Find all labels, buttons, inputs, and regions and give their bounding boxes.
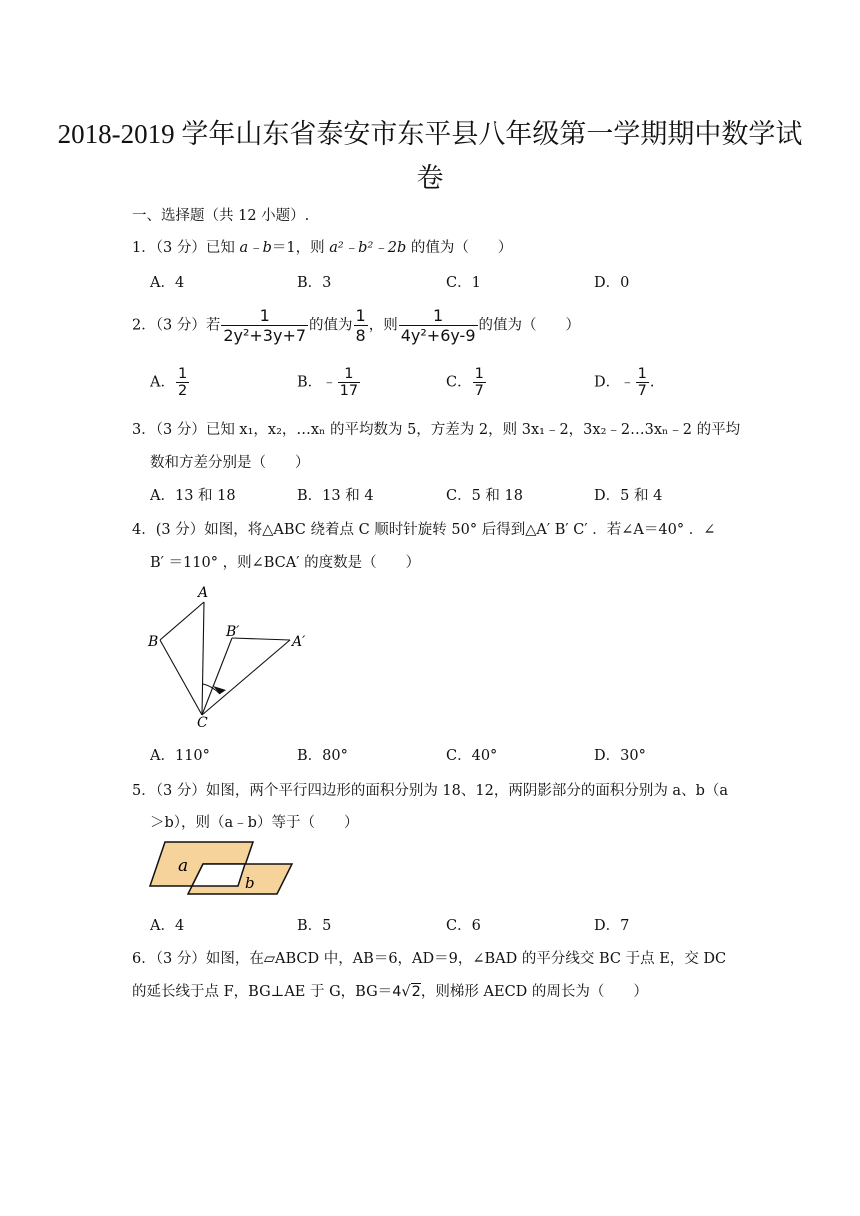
fraction (399, 306, 478, 345)
option-sign: ﹣ (322, 374, 337, 391)
question-number: 1． (132, 240, 156, 256)
fraction-numerator: 1 (177, 366, 188, 382)
question-stem: ＝1，则 (271, 240, 330, 256)
question-3 (132, 418, 740, 439)
q1-option-a: A．4 (150, 275, 185, 291)
fraction-denominator: 7 (637, 383, 647, 399)
question-number: 4． (132, 522, 156, 538)
q3-option-a: A．13 和 18 (150, 488, 236, 504)
q5-option-a: A．4 (150, 918, 185, 934)
question-3-continued: 数和方差分别是（ ） (150, 455, 310, 471)
option-label: D． (594, 374, 621, 391)
q4-option-a: A．110° (150, 748, 210, 764)
question-stem: （3 分）已知 (155, 240, 240, 256)
fraction (636, 366, 649, 399)
question-6-continued (132, 980, 648, 1001)
segment-b-prime-a-prime (232, 638, 290, 640)
q3-option-c: C．5 和 18 (446, 488, 523, 504)
segment-bc (160, 640, 202, 715)
q1-option-c: C．1 (446, 275, 481, 291)
segment-ab (160, 602, 204, 640)
q1-option-b: B．3 (297, 275, 332, 291)
q2-option-c (446, 366, 487, 399)
exam-title-line1: 2018-2019 学年山东省泰安市东平县八年级第一学期期中数学试 (57, 119, 803, 149)
q5-option-d: D．7 (594, 918, 630, 934)
question-stem: （3 分）如图，在▱ABCD 中，AB＝6，AD＝9，∠BAD 的平分线交 BC 于点 E，交 DC (155, 951, 727, 967)
question-stem: ，则梯形 AECD 的周长为（ ） (420, 984, 648, 1000)
segment-a-prime-c (202, 640, 290, 715)
q3-option-b: B．13 和 4 (297, 488, 374, 504)
segment-cb-prime (202, 638, 232, 715)
label-a-prime: A′ (292, 634, 306, 650)
fraction (338, 366, 360, 399)
rotation-triangle-figure (140, 580, 330, 730)
sqrt-radicand: 2 (411, 984, 421, 1000)
question-stem: （3 分）若 (155, 317, 221, 334)
label-b-prime: B′ (226, 624, 240, 640)
question-stem: 的延长线于点 F，BG⊥AE 于 G，BG＝ (132, 984, 393, 1000)
fraction (221, 306, 308, 345)
fraction-denominator: 2y²+3y+7 (223, 326, 307, 345)
expression: a²﹣b²﹣2b (329, 240, 407, 256)
q3-option-d: D．5 和 4 (594, 488, 663, 504)
question-5 (132, 779, 728, 800)
fraction (473, 366, 486, 399)
question-stem: (3 分）如图，将△ABC 绕着点 C 顺时针旋转 50° 后得到△A′ B′ C′ ．若∠A＝40° ．∠ (155, 522, 716, 538)
fraction-numerator: 1 (355, 306, 366, 325)
parallelogram-figure (145, 838, 305, 898)
label-a: A (198, 585, 209, 601)
q2-option-b (297, 366, 361, 399)
section-heading: 一、选择题（共 12 小题）. (132, 208, 310, 224)
q2-option-a (150, 366, 190, 399)
question-6 (132, 947, 726, 968)
question-5-continued: ＞b），则（a﹣b）等于（ ） (150, 815, 359, 831)
question-stem: ，则 (368, 317, 398, 334)
question-1 (132, 236, 512, 257)
option-sign: ﹣ (620, 374, 635, 391)
fraction-denominator: 7 (474, 383, 484, 399)
q4-option-c: C．40° (446, 748, 498, 764)
segment-ac (202, 602, 204, 715)
fraction-numerator: 1 (259, 306, 270, 325)
label-b: B (148, 634, 159, 650)
option-label: B． (297, 374, 323, 391)
sqrt-expression: 4√2 (392, 984, 421, 1000)
q5-option-c: C．6 (446, 918, 481, 934)
question-number: 3． (132, 422, 156, 438)
label-c: C (197, 715, 208, 730)
option-label: A． (150, 374, 175, 391)
question-number: 6． (132, 951, 156, 967)
question-stem: （3 分）如图，两个平行四边形的面积分别为 18、12，两阴影部分的面积分别为 a、b（a (155, 783, 729, 799)
option-label: C． (446, 374, 472, 391)
question-stem: 的值为（ ） (406, 240, 513, 256)
question-stem: 的值为（ ） (478, 317, 581, 334)
question-number: 2． (132, 317, 156, 334)
question-stem: （3 分）已知 x₁，x₂，…xₙ 的平均数为 5，方差为 2，则 3x₁﹣2，3x₂﹣2…3xₙ﹣2 的平均 (155, 422, 741, 438)
question-stem: 的值为 (309, 317, 353, 334)
fraction-denominator: 17 (339, 383, 359, 399)
fraction-denominator: 2 (177, 383, 188, 399)
question-number: 5． (132, 783, 156, 799)
q4-option-d: D．30° (594, 748, 646, 764)
q5-option-b: B．5 (297, 918, 332, 934)
sqrt-coefficient: 4 (392, 984, 402, 1000)
fraction-numerator: 1 (344, 366, 354, 382)
q1-option-d: D．0 (594, 275, 630, 291)
fraction (176, 366, 189, 399)
fraction (354, 306, 368, 345)
fraction-numerator: 1 (433, 306, 444, 325)
question-4-continued: B′ ＝110° ，则∠BCA′ 的度数是（ ） (150, 555, 421, 571)
exam-title-line2: 卷 (416, 163, 444, 193)
expression: a﹣b (239, 240, 272, 256)
fraction-numerator: 1 (637, 366, 647, 382)
question-2 (132, 306, 580, 345)
q4-option-b: B．80° (297, 748, 348, 764)
fraction-denominator: 8 (355, 326, 366, 345)
label-area-a: a (178, 856, 189, 876)
q2-option-d (594, 366, 654, 399)
label-area-b: b (245, 874, 255, 892)
option-tail: . (649, 374, 655, 391)
fraction-numerator: 1 (474, 366, 484, 382)
fraction-denominator: 4y²+6y-9 (400, 326, 476, 345)
question-4 (132, 518, 715, 539)
